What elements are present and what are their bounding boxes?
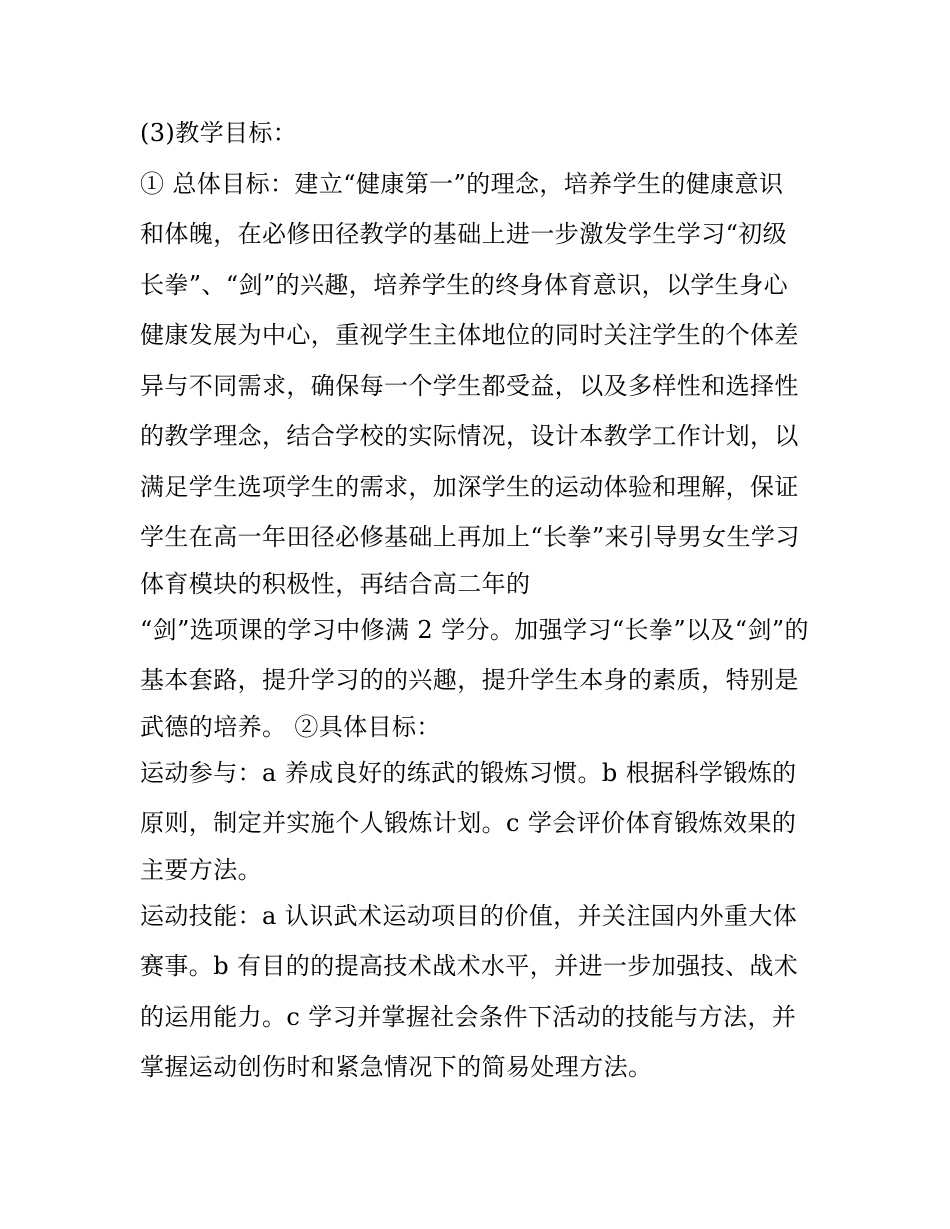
paragraph-line: 的教学理念，结合学校的实际情况，设计本教学工作计划，以	[140, 422, 799, 450]
paragraph-line: 和体魄，在必修田径教学的基础上进一步激发学生学习“初级	[140, 220, 788, 248]
paragraph-line: 掌握运动创伤时和紧急情况下的简易处理方法。	[140, 1053, 653, 1081]
paragraph-line: “剑”选项课的学习中修满 2 学分。加强学习“长拳”以及“剑”的	[140, 615, 809, 644]
paragraph-line: 健康发展为中心，重视学生主体地位的同时关注学生的个体差	[140, 321, 799, 349]
paragraph-line: 运动技能：a 认识武术运动项目的价值，并关注国内外重大体	[140, 901, 798, 930]
paragraph-line: 赛事。b 有目的的提高技术战术水平，并进一步加强技、战术	[140, 952, 799, 980]
section-heading: (3)教学目标：	[140, 119, 298, 147]
paragraph-line: 异与不同需求，确保每一个学生都受益，以及多样性和选择性	[140, 371, 799, 400]
paragraph-line: ① 总体目标：建立“健康第一”的理念，培养学生的健康意识	[140, 169, 784, 198]
paragraph-line: 运动参与：a 养成良好的练武的锻炼习惯。b 根据科学锻炼的	[140, 758, 797, 787]
paragraph-line: 主要方法。	[140, 855, 262, 884]
paragraph-line: 原则，制定并实施个人锻炼计划。c 学会评价体育锻炼效果的	[140, 809, 797, 837]
paragraph-line: 的运用能力。c 学习并掌握社会条件下活动的技能与方法，并	[140, 1002, 797, 1031]
paragraph-line: 长拳”、“剑”的兴趣，培养学生的终身体育意识，以学生身心	[140, 270, 789, 299]
paragraph-line: 满足学生选项学生的需求，加深学生的运动体验和理解，保证	[140, 472, 799, 501]
paragraph-line: 体育模块的积极性，再结合高二年的	[140, 569, 531, 598]
paragraph-line: 基本套路，提升学习的的兴趣，提升学生本身的素质，特别是	[140, 666, 799, 694]
paragraph-line: 武德的培养。 ②具体目标：	[140, 712, 441, 741]
document-body	[140, 108, 820, 1093]
paragraph-line: 学生在高一年田径必修基础上再加上“长拳”来引导男女生学习	[140, 523, 800, 551]
